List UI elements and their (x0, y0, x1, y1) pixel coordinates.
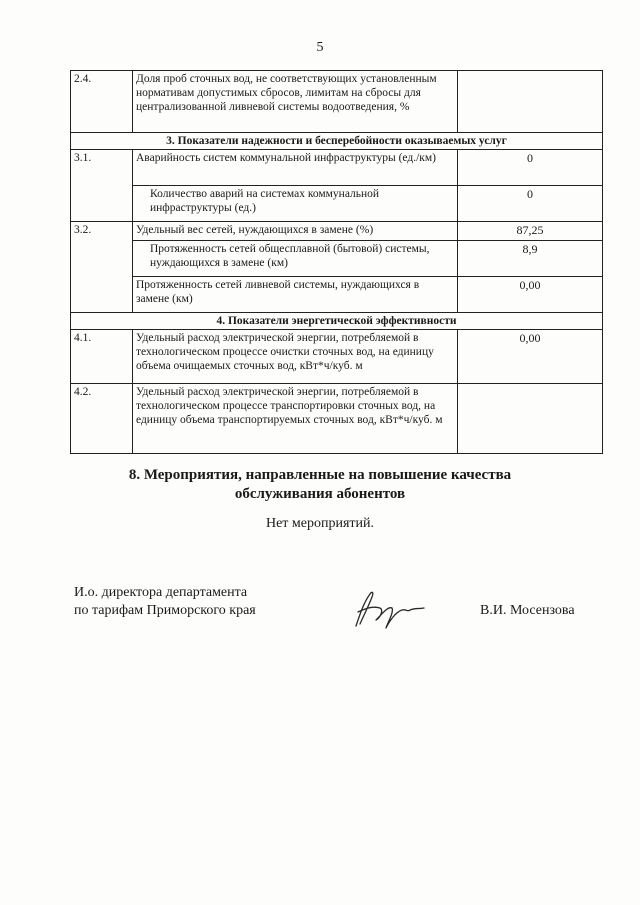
row-number: 4.2. (71, 384, 133, 454)
table-row (71, 330, 603, 384)
indicators-table (70, 70, 603, 454)
row-value: 0 (458, 150, 603, 186)
table-row (71, 241, 603, 277)
table-row (71, 277, 603, 313)
table-row (71, 384, 603, 454)
signer-position-line2: по тарифам Приморского края (74, 603, 256, 619)
row-number: 3.1. (71, 150, 133, 222)
section-header-row (71, 133, 603, 150)
signer-name: В.И. Мосензова (480, 603, 575, 618)
row-indicator-name: Аварийность систем коммунальной инфраструктуры (ед./км) (133, 150, 458, 186)
row-indicator-name: Доля проб сточных вод, не соответствующих установленным нормативам допустимых сбросов, лимитам на сбросы для централизованной ливневой системы водоотведения, % (133, 71, 458, 133)
section-8-title-line2: обслуживания абонентов (234, 486, 406, 503)
row-indicator-name: Протяженность сетей общесплавной (бытовой) системы, нуждающихся в замене (км) (133, 241, 458, 277)
signer-position (74, 584, 256, 620)
section-8-body: Нет мероприятий. (265, 516, 375, 531)
table-row (71, 186, 603, 222)
section-header-energy: 4. Показатели энергетической эффективности (71, 313, 603, 330)
row-indicator-name: Количество аварий на системах коммунальной инфраструктуры (ед.) (133, 186, 458, 222)
section-header-reliability: 3. Показатели надежности и бесперебойности оказываемых услуг (71, 133, 603, 150)
row-number: 3.2. (71, 222, 133, 313)
row-value: 87,25 (458, 222, 603, 241)
row-number: 4.1. (71, 330, 133, 384)
table-row (71, 71, 603, 133)
row-indicator-name: Протяженность сетей ливневой системы, нуждающихся в замене (км) (133, 277, 458, 313)
row-indicator-name: Удельный расход электрической энергии, потребляемой в технологическом процессе очистки сточных вод, на единицу объема очищаемых сточных вод, кВт*ч/куб. м (133, 330, 458, 384)
row-value: 0,00 (458, 330, 603, 384)
table-row (71, 150, 603, 186)
row-value: 8,9 (458, 241, 603, 277)
row-value: 0,00 (458, 277, 603, 313)
section-8-title-line1: 8. Мероприятия, направленные на повышение качества (128, 467, 512, 483)
row-indicator-name: Удельный расход электрической энергии, потребляемой в технологическом процессе транспортировки сточных вод, на единицу объема транспортируемых сточных вод, кВт*ч/куб. м (133, 384, 458, 454)
row-number: 2.4. (71, 71, 133, 133)
section-header-row (71, 313, 603, 330)
row-value: 0 (458, 186, 603, 222)
row-indicator-name: Удельный вес сетей, нуждающихся в замене (%) (133, 222, 458, 241)
row-value (458, 384, 603, 454)
table-row (71, 222, 603, 241)
row-value (458, 71, 603, 133)
handwritten-signature (348, 588, 428, 632)
section-8-title (0, 466, 640, 504)
signer-position-line1: И.о. директора департамента (74, 585, 248, 600)
page-number: 5 (316, 40, 324, 55)
